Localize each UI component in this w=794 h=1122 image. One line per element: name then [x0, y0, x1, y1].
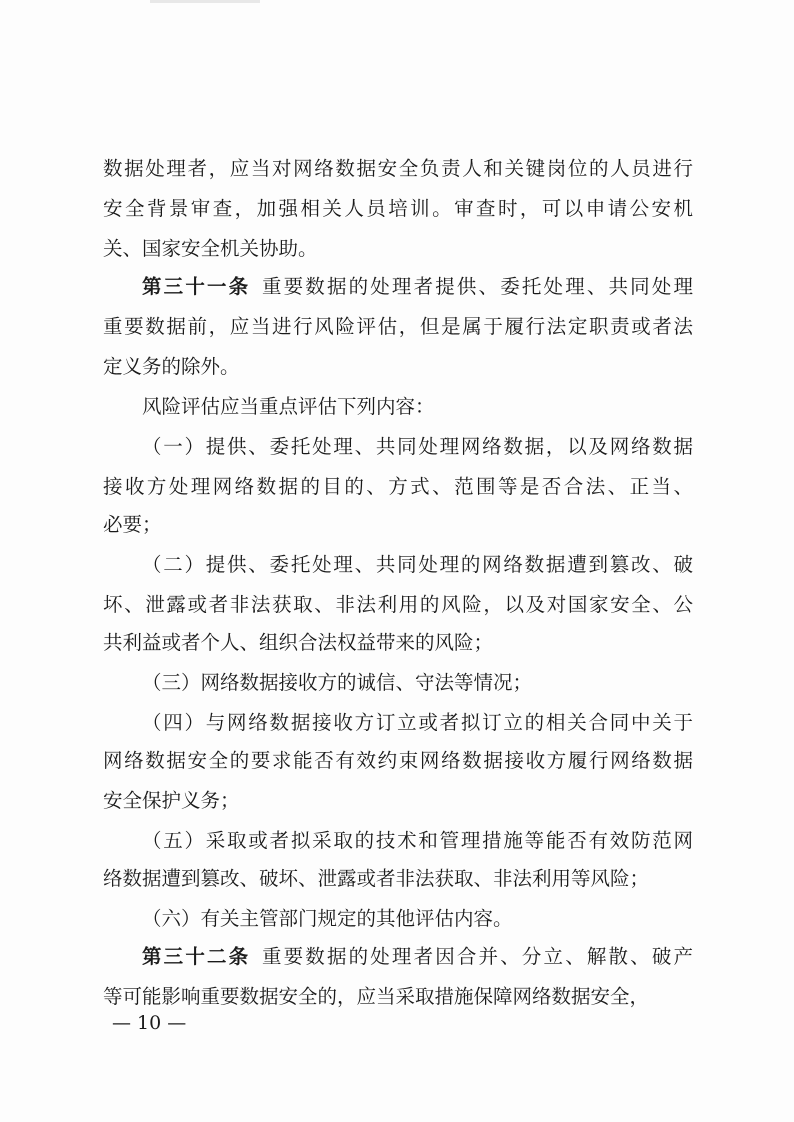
text-line: 关、国家安全机关协助。 — [103, 237, 318, 260]
page-number: — 10 — — [112, 1012, 187, 1034]
text-line: 等可能影响重要数据安全的，应当采取措施保障网络数据安全， — [103, 985, 650, 1008]
list-item-5-line: （五）采取或者拟采取的技术和管理措施等能否有效防范网 — [142, 829, 693, 852]
text-line: 共利益或者个人、组织合法权益带来的风险； — [103, 631, 494, 654]
text-line: 坏、泄露或者非法获取、非法利用的风险，以及对国家安全、公 — [103, 593, 693, 616]
list-item-2-line: （二）提供、委托处理、共同处理的网络数据遭到篡改、破 — [142, 553, 693, 576]
text-line: 络数据遭到篡改、破坏、泄露或者非法获取、非法利用等风险； — [103, 867, 650, 890]
text-line: 接收方处理网络数据的目的、方式、范围等是否合法、正当、 — [103, 475, 693, 498]
text-line: 重要数据的处理者提供、委托处理、共同处理 — [261, 275, 693, 298]
scan-edge-mark — [150, 0, 260, 3]
text-line: 风险评估应当重点评估下列内容： — [142, 395, 435, 418]
list-item-4-line: （四）与网络数据接收方订立或者拟订立的相关合同中关于 — [142, 711, 693, 734]
text-line: 必要； — [103, 513, 162, 536]
text-line: 网络数据安全的要求能否有效约束网络数据接收方履行网络数据 — [103, 749, 693, 772]
text-line: 定义务的除外。 — [103, 355, 240, 378]
text-line: 安全保护义务； — [103, 789, 240, 812]
article-32-number: 第三十二条 — [142, 945, 251, 968]
text-line: 数据处理者，应当对网络数据安全负责人和关键岗位的人员进行 — [103, 157, 693, 180]
article-31-number: 第三十一条 — [142, 275, 251, 298]
text-line: 安全背景审查，加强相关人员培训。审查时，可以申请公安机 — [103, 197, 693, 220]
list-item-3-line: （三）网络数据接收方的诚信、守法等情况； — [142, 671, 533, 694]
text-line: 重要数据前，应当进行风险评估，但是属于履行法定职责或者法 — [103, 315, 693, 338]
list-item-1-line: （一）提供、委托处理、共同处理网络数据，以及网络数据 — [142, 435, 693, 458]
list-item-6-line: （六）有关主管部门规定的其他评估内容。 — [142, 907, 513, 930]
text-line: 重要数据的处理者因合并、分立、解散、破产 — [261, 945, 693, 968]
article-32-first-line — [142, 944, 693, 970]
article-31-first-line — [142, 274, 693, 300]
